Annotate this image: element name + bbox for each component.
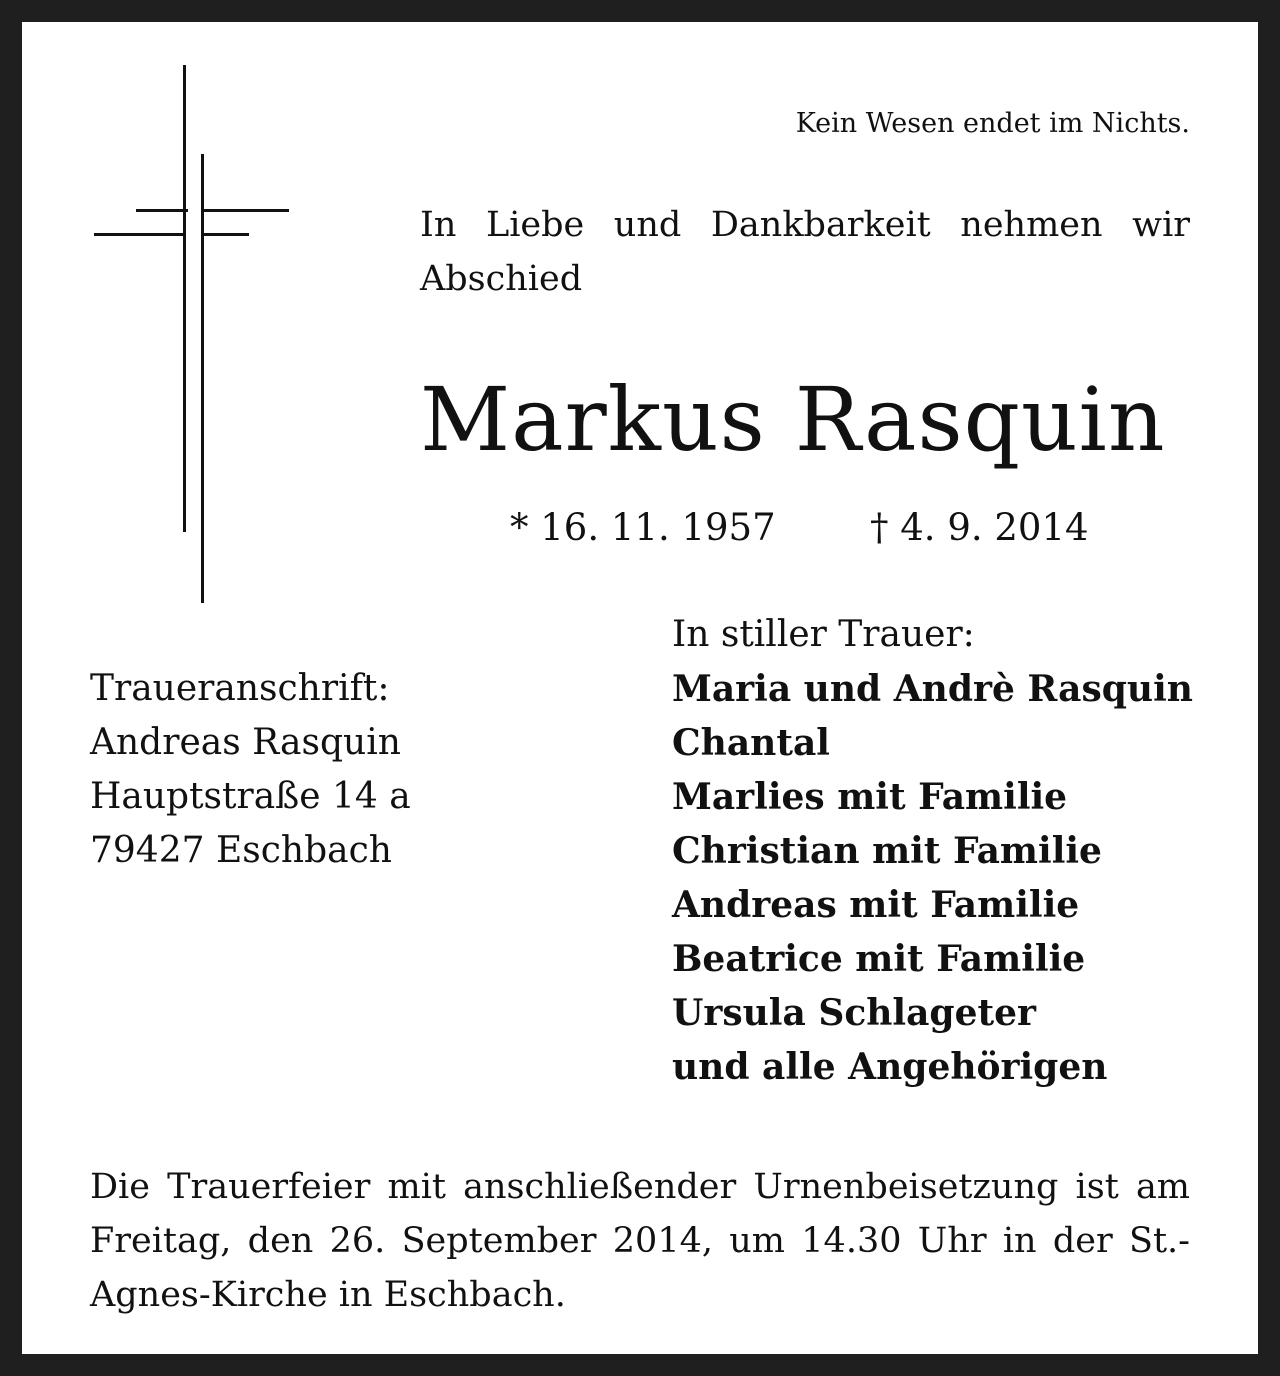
mourner-name: und alle Angehörigen [672,1046,1108,1088]
mourner-name: Maria und Andrè Rasquin [672,668,1193,710]
mourner-name: Andreas mit Familie [672,884,1080,926]
deceased-name: Markus Rasquin [420,368,1166,471]
ceremony-info: Die Trauerfeier mit anschließender Urnenbeisetzung ist am Freitag, den 26. September 2014, um 14.30 Uhr in der St.-Agnes-Kirche in Eschbach. [90,1167,1190,1315]
death-date: † 4. 9. 2014 [870,506,1089,549]
obituary-notice [22,22,1258,1354]
intro-text: In Liebe und Dankbarkeit nehmen wir Abschied [420,205,1190,299]
mourner-name: Ursula Schlageter [672,992,1037,1034]
mourner-name: Christian mit Familie [672,830,1102,872]
address-label: Traueranschrift: [90,668,390,709]
birth-date: * 16. 11. 1957 [510,506,776,549]
mourner-name: Beatrice mit Familie [672,938,1086,980]
mourning-address [90,662,411,878]
address-line: Andreas Rasquin [90,722,401,763]
mourners-list [672,608,1193,1094]
mourners-label: In stiller Trauer: [672,614,975,655]
address-line: Hauptstraße 14 a [90,776,411,817]
mourner-name: Chantal [672,722,830,764]
mourner-name: Marlies mit Familie [672,776,1068,818]
motto: Kein Wesen endet im Nichts. [795,108,1190,139]
address-line: 79427 Eschbach [90,830,392,871]
